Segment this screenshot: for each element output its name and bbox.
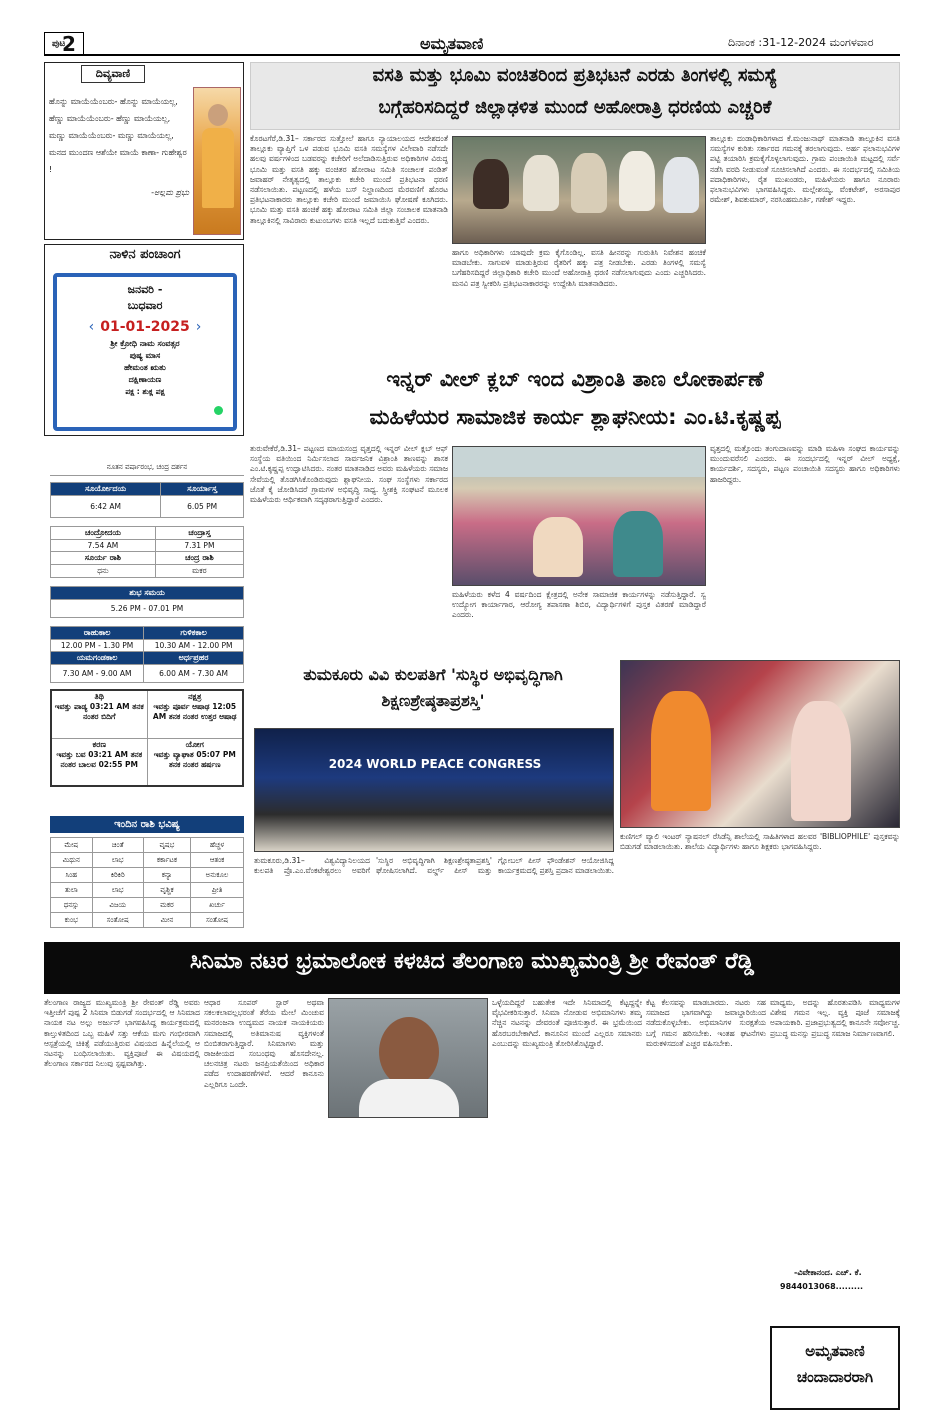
sunrashi-value: ಧನು: [51, 565, 156, 578]
rashi-row: [51, 868, 244, 883]
date-value: 01-01-2025: [100, 319, 190, 335]
story1-col2: ಹಾಗೂ ಅಧಿಕಾರಿಗಳು ಯಾವುದೇ ಕ್ರಮ ಕೈಗೊಂಡಿಲ್ಲ. ವಸತಿ ಹೀನರನ್ನು ಗುರುತಿಸಿ ನಿವೇಶನ ಹಂಚಿಕೆ ಮಾಡಬೇಕು. ಸಾಗುವಳಿ ಮಾಡುತ್ತಿರುವ ರೈತರಿಗೆ ಹಕ್ಕು ಪತ್ರ ನೀಡಬೇಕು. ಎರಡು ತಿಂಗಳಲ್ಲಿ ಸಮಸ್ಯೆ ಬಗೆಹರಿಸದಿದ್ದರೆ ಜಿಲ್ಲಾಧಿಕಾರಿ ಕಚೇರಿ ಮುಂದೆ ಅಹೋರಾತ್ರಿ ಧರಣಿ ನಡೆಸಲಾಗುವುದು ಎಂದು ಎಚ್ಚರಿಸಿದರು. ಮನವಿ ಪತ್ರ ಸ್ವೀಕರಿಸಿ ಪ್ರತಿಭಟನಾಕಾರರನ್ನು ಉದ್ದೇಶಿಸಿ ಮಾತನಾಡಿದರು.: [452, 248, 706, 288]
karana-value: ಇವತ್ತು ಬವ 03:21 AM ತನಕ ನಂತರ ಬಾಲವ 02:55 PM: [56, 749, 143, 769]
yoga-value: ಇವತ್ತು ವ್ಯಾಘಾತ 05:07 PM ತನಕ ನಂತರ ಹರ್ಷಣ: [153, 749, 236, 769]
subscribe-box[interactable]: [770, 1326, 900, 1410]
saint-portrait: [193, 87, 241, 235]
sunrashi-label: ಸೂರ್ಯ ರಾಶಿ: [51, 552, 156, 565]
rashi-table: [50, 837, 244, 928]
rashi-prediction: ಕಿರಿಕಿರಿ: [92, 868, 143, 883]
tithi-value: ಇವತ್ತು ಪಾಡ್ಯ 03:21 AM ತನಕ ನಂತರ ಬಿದಿಗೆ: [54, 702, 144, 721]
nakshatra-cell: [147, 690, 243, 738]
story5-photo: [328, 998, 488, 1118]
story2-headline-2: ಮಹಿಳೆಯರ ಸಾಮಾಜಿಕ ಕಾರ್ಯ ಶ್ಲಾಘನೀಯ: ಎಂ.ಟಿ.ಕೃಷ್ಣಪ್ಪ: [369, 405, 781, 429]
ardha-value: 6.00 AM - 7.30 AM: [144, 665, 244, 683]
story3-photo: [254, 728, 614, 852]
rashi-prediction: ಸಂತೋಷ: [191, 913, 244, 928]
sunrise-label: ಸೂರ್ಯೋದಯ: [51, 483, 161, 496]
story5-col3: ಒಳ್ಳೆಯದಿದ್ದರೆ ಬಹುತೇಕ ಇದೇ ಸಿನಿಮಾದಲ್ಲಿ ಕೆಟ್ಟದ್ದನ್ನೇ ವೈಭವೀಕರಿಸುತ್ತಾರೆ. ಸಿನಿಮಾ ನೋಡುವ ಅಭಿಮಾನಿಗಳು ತಮ್ಮ ನೆಚ್ಚಿನ ನಟನನ್ನು ದೇವರಂತೆ ಪೂಜಿಸುತ್ತಾರೆ. ಈ ಭ್ರಮೆಯಿಂದ ಹೊರಬರಬೇಕಾಗಿದೆ. ಕಾನೂನಿನ ಮುಂದೆ ಎಲ್ಲರೂ ಸಮಾನರು ಎಂಬುದನ್ನು ಮುಖ್ಯಮಂತ್ರಿ ತೋರಿಸಿಕೊಟ್ಟಿದ್ದಾರೆ.: [492, 998, 642, 1048]
story4-caption: ಕುಣಿಗಲ್ ವ್ಯಾಲಿ ಇಂಟರ್ ನ್ಯಾಷನಲ್ ರೆಸಿಡೆನ್ಸಿ ಶಾಲೆಯಲ್ಲಿ ಸಾಹಿತಿಗಳಾದ ಹಲವರ 'BIBLIOPHILE' ಪುಸ್ತಕವನ್ನು ಬಿಡುಗಡೆ ಮಾಡಲಾಯಿತು. ಶಾಲೆಯ ವಿದ್ಯಾರ್ಥಿಗಳು ಹಾಗೂ ಶಿಕ್ಷಕರು ಭಾಗವಹಿಸಿದ್ದರು.: [620, 832, 900, 852]
tithi-cell: [51, 690, 147, 738]
rashi-prediction: ಲಾಭ: [92, 883, 143, 898]
story3-text: ತುಮಕೂರು,ಡಿ.31– ವಿಶ್ವವಿದ್ಯಾನಿಲಯದ ಕುಲಪತಿ ಪ್ರೊ.ಎಂ.ವೆಂಕಟೇಶ್ವರಲು ಅವರಿಗೆ 'ಸುಸ್ಥಿರ ಅಭಿವೃದ್ಧಿಗಾಗಿ ಶಿಕ್ಷಣಶ್ರೇಷ್ಠತಾಪ್ರಶಸ್ತಿ' ಘೋಷಿಸಲಾಗಿದೆ. ವರ್ಲ್ಡ್ ಪೀಸ್ ಮತ್ತು ಗ್ಲೋಬಲ್ ಪೀಸ್ ಫೌಂಡೇಶನ್ ಆಯೋಜಿಸಿದ್ದ ಕಾರ್ಯಕ್ರಮದಲ್ಲಿ ಪ್ರಶಸ್ತಿ ಪ್ರದಾನ ಮಾಡಲಾಯಿತು.: [254, 856, 614, 876]
verse-line: ಮನದ ಮುಂದಣ ಆಶೆಯೇ ಮಾಯೆ ಕಾಣಾ- ಗುಹೇಶ್ವರ !: [49, 148, 187, 174]
story3-headline: ತುಮಕೂರು ವಿವಿ ಕುಲಪತಿಗೆ 'ಸುಸ್ಥಿರ ಅಭಿವೃದ್ಧಿಗಾಗಿ ಶಿಕ್ಷಣಶ್ರೇಷ್ಠತಾಪ್ರಶಸ್ತಿ': [303, 665, 563, 710]
calendar-date: [57, 319, 233, 335]
ritu: ಹೇಮಂತ ಋತು: [124, 363, 166, 372]
rashi-sign: ಕನ್ಯಾ: [143, 868, 190, 883]
moonrashi-label: ಚಂದ್ರ ರಾಶಿ: [155, 552, 243, 565]
divine-title: ದಿವ್ಯವಾಣಿ: [81, 65, 145, 83]
nakshatra-value: ಇವತ್ತು ಪೂರ್ವ ಆಷಾಢ 12:05 AM ತನಕ ನಂತರ ಉತ್ತರ ಆಷಾಢ: [152, 702, 237, 721]
story5-phone: 9844013068.........: [780, 1282, 864, 1291]
rashi-sign: ಸಿಂಹ: [51, 868, 93, 883]
divine-verse: [49, 93, 189, 201]
shubha-value: 5.26 PM - 07.01 PM: [51, 600, 244, 618]
story2-col3: ವೃತ್ತದಲ್ಲಿ ಮತ್ತೊಂದು ತಂಗುದಾಣವನ್ನು ಮಾಡಿ ಮಹಿಳಾ ಸಂಘದ ಕಾರ್ಯವನ್ನು ಮುಂದುವರೆಸಲಿ ಎಂದರು. ಈ ಸಂದರ್ಭದಲ್ಲಿ ಇನ್ನರ್ ವೀಲ್ ಅಧ್ಯಕ್ಷೆ, ಕಾರ್ಯದರ್ಶಿ, ಸದಸ್ಯರು, ಪಟ್ಟಣ ಪಂಚಾಯಿತಿ ಸದಸ್ಯರು ಹಾಗೂ ಅಧಿಕಾರಿಗಳು ಹಾಜರಿದ್ದರು.: [710, 444, 900, 484]
rashi-row: [51, 838, 244, 853]
almanac-table: [50, 460, 244, 787]
story1-photo: [452, 136, 706, 244]
rashi-row: [51, 883, 244, 898]
panchanga-box: [44, 244, 244, 436]
panchanga-title: ನಾಳಿನ ಪಂಚಾಂಗ: [109, 247, 181, 262]
rashi-prediction: ಆತಂಕ: [191, 853, 244, 868]
story4-photo: [620, 660, 900, 828]
story5-col5: ಮಾಧ್ಯಮ, ಅದನ್ನು ಹೊರತುಪಡಿಸಿ ಮಾಧ್ಯಮಗಳ ವಿಶೇಷ ಗಮನ ಇಲ್ಲ. ವ್ಯಕ್ತಿ ಪೂಜೆ ಸಮಾಜಕ್ಕೆ ಅಪಾಯಕಾರಿ. ಪ್ರಜಾಪ್ರಭುತ್ವದಲ್ಲಿ ಕಾನೂನೇ ಸರ್ವೋಚ್ಚ. ಪ್ರಬುದ್ಧ ಮನಸ್ಸು ಪ್ರಬುದ್ಧ ಸಮಾಜ ನಿರ್ಮಾಣವಾಗಲಿ.: [770, 998, 900, 1038]
calendar-weekday: ಬುಧವಾರ: [127, 299, 163, 312]
story2-col1: ತುರುವೇಕೆರೆ,ಡಿ.31– ಪಟ್ಟಣದ ಮಾಯಸಂದ್ರ ವೃತ್ತದಲ್ಲಿ ಇನ್ನರ್ ವೀಲ್ ಕ್ಲಬ್ ಆಫ್ ಸಂಸ್ಥೆಯ ವತಿಯಿಂದ ನಿರ್ಮಿಸಲಾದ ಸಾರ್ವಜನಿಕ ವಿಶ್ರಾಂತಿ ತಾಣವನ್ನು ಶಾಸಕ ಎಂ.ಟಿ.ಕೃಷ್ಣಪ್ಪ ಉದ್ಘಾಟಿಸಿದರು. ನಂತರ ಮಾತನಾಡಿದ ಅವರು ಮಹಿಳೆಯರು ಸಮಾಜ ಸೇವೆಯಲ್ಲಿ ತೊಡಗಿಸಿಕೊಂಡಿರುವುದು ಶ್ಲಾಘನೀಯ. ಸಂಘ ಸಂಸ್ಥೆಗಳು ಸರ್ಕಾರದ ಜೊತೆ ಕೈ ಜೋಡಿಸಿದರೆ ಗ್ರಾಮಗಳ ಅಭಿವೃದ್ಧಿ ಸಾಧ್ಯ. ಸ್ತ್ರೀಶಕ್ತಿ ಸಂಘಟನೆ ಮೂಲಕ ಮಹಿಳೆಯರು ಆರ್ಥಿಕವಾಗಿ ಸದೃಢರಾಗುತ್ತಿದ್ದಾರೆ ಎಂದರು.: [250, 444, 448, 505]
story3-banner: 2024 WORLD PEACE CONGRESS: [328, 757, 542, 771]
sunset-label: ಸೂರ್ಯಾಸ್ತ: [161, 483, 244, 496]
paksha: ಪಕ್ಷ : ಶುಕ್ಲ ಪಕ್ಷ: [125, 387, 165, 396]
verse-author: -ಅಲ್ಲಮ ಪ್ರಭು: [151, 188, 189, 197]
story1-col3: ತಾಲ್ಲೂಕು ದಂಡಾಧಿಕಾರಿಗಳಾದ ಕೆ.ಮಂಜುನಾಥ್ ಮಾತನಾಡಿ ತಾಲ್ಲೂಕಿನ ವಸತಿ ಸಮಸ್ಯೆಗಳ ಕುರಿತು ಸರ್ಕಾರದ ಗಮನಕ್ಕೆ ತರಲಾಗುವುದು. ಅರ್ಹ ಫಲಾನುಭವಿಗಳ ಪಟ್ಟಿ ತಯಾರಿಸಿ ಕ್ರಮಕೈಗೊಳ್ಳಲಾಗುವುದು. ಗ್ರಾಮ ಪಂಚಾಯಿತಿ ಮಟ್ಟದಲ್ಲಿ ಸರ್ವೆ ನಡೆಸಿ ವರದಿ ನೀಡುವಂತೆ ಸೂಚಿಸಲಾಗಿದೆ ಎಂದರು. ಈ ಸಂದರ್ಭದಲ್ಲಿ ಸಮಿತಿಯ ಪದಾಧಿಕಾರಿಗಳು, ರೈತ ಮುಖಂಡರು, ಮಹಿಳೆಯರು ಹಾಗೂ ನೂರಾರು ಫಲಾನುಭವಿಗಳು ಭಾಗವಹಿಸಿದ್ದರು. ಮಲ್ಲೇಶಯ್ಯ, ವೆಂಕಟೇಶ್, ಅರಸಾಪುರ ರಮೇಶ್, ಶಿವಕುಮಾರ್, ನರಸಿಂಹಮೂರ್ತಿ, ಗಣೇಶ್ ಇದ್ದರು.: [710, 134, 900, 205]
moonset-label: ಚಂದ್ರಾಸ್ತ: [155, 527, 243, 540]
almanac-top: ನೂತನ ವರ್ಷಾರಂಭ, ಚಂದ್ರ ದರ್ಶನ: [50, 460, 244, 476]
tithi-label: ತಿಥಿ: [94, 692, 104, 701]
rashi-sign: ಮಿಥುನ: [51, 853, 93, 868]
story5-headline: ಸಿನಿಮಾ ನಟರ ಭ್ರಮಾಲೋಕ ಕಳಚಿದ ತೆಲಂಗಾಣ ಮುಖ್ಯಮಂತ್ರಿ ಶ್ರೀ ರೇವಂತ್ ರೆಡ್ಡಿ: [189, 949, 755, 974]
verse-line: ಮಣ್ಣು ಮಾಯೆಯೆಂಬರು- ಮಣ್ಣು ಮಾಯೆಯಲ್ಲ,: [49, 131, 174, 140]
story1-headline-1: ವಸತಿ ಮತ್ತು ಭೂಮಿ ವಂಚಿತರಿಂದ ಪ್ರತಿಭಟನೆ ಎರಡು ತಿಂಗಳಲ್ಲಿ ಸಮಸ್ಯೆ: [372, 65, 778, 86]
karana-label: ಕರಣ: [92, 739, 106, 749]
calendar-month: ಜನವರಿ -: [127, 283, 163, 296]
story2-photo: [452, 446, 706, 586]
masa: ಪುಷ್ಯ ಮಾಸ: [129, 351, 161, 360]
rashi-title: ಇಂದಿನ ರಾಶಿ ಭವಿಷ್ಯ: [50, 816, 244, 833]
rashi-row: [51, 913, 244, 928]
rashi-prediction: ಚಿಂತೆ: [92, 838, 143, 853]
story2-headline-1: ಇನ್ನರ್ ವೀಲ್ ಕ್ಲಬ್ ಇಂದ ವಿಶ್ರಾಂತಿ ತಾಣ ಲೋಕಾರ್ಪಣೆ: [386, 367, 764, 391]
whatsapp-icon: [214, 406, 223, 415]
paper-name: ಅಮೃತವಾಣಿ: [420, 34, 484, 53]
story1-col1: ಕೊರಟಗೆರೆ,ಡಿ.31– ಸರ್ಕಾರದ ಸುತ್ತೋಲೆ ಹಾಗೂ ನ್ಯಾಯಾಲಯದ ಆದೇಶದಂತೆ ತಾಲ್ಲೂಕು ವ್ಯಾಪ್ತಿಗೆ ಒಳ ಪಡುವ ಭೂಮಿ ವಸತಿ ಸಮಸ್ಯೆಗಳ ವಿಲೇವಾರಿ ನಡೆಸದೇ ಹಲವು ವರ್ಷಗಳಿಂದ ಬಡವರನ್ನು ಕಚೇರಿಗೆ ಅಲೆದಾಡಿಸುತ್ತಿರುವ ಅಧಿಕಾರಿಗಳ ವಿರುದ್ಧ ಭೂಮಿ ಮತ್ತು ವಸತಿ ಹಕ್ಕು ವಂಚಿತರ ಹೋರಾಟ ಸಮಿತಿ ಸಂಚಾಲಕ ಪಂಡಿತ್ ಜವಾಹರ್ ನೇತೃತ್ವದಲ್ಲಿ ತಾಲ್ಲೂಕು ಕಚೇರಿ ಮುಂದೆ ಪ್ರತಿಭಟನಾ ಧರಣಿ ನಡೆಸಲಾಯಿತು. ಪಟ್ಟಣದಲ್ಲಿ ಹಳೆಯ ಬಸ್ ನಿಲ್ದಾಣದಿಂದ ಮೆರವಣಿಗೆ ಹೊರಟ ಪ್ರತಿಭಟನಾಕಾರರು ತಾಲ್ಲೂಕು ಕಚೇರಿ ಮುಂದೆ ಜಮಾಯಿಸಿ ಘೋಷಣೆ ಕೂಗಿದರು. ಭೂಮಿ ಮತ್ತು ವಸತಿ ಹಂಚಿಕೆ ಹಕ್ಕು ಹೋರಾಟ ಸಮಿತಿ ಜಿಲ್ಲಾ ಸಂಚಾಲಕ ಮಾತನಾಡಿ ತಾಲ್ಲೂಕಿನಲ್ಲಿ ಸಾವಿರಾರು ಕುಟುಂಬಗಳು ವಸತಿ ಇಲ್ಲದೆ ಬದುಕುತ್ತಿವೆ ಎಂದರು.: [250, 134, 448, 225]
story5-col2: ಆಧಾರ ಸೂಪರ್ ಸ್ಟಾರ್ ಅಥವಾ ಸಕಲಕಲಾವಲ್ಲಭರಂತೆ ತೆರೆಯ ಮೇಲೆ ಮಿಂಚುವ ಮನರಂಜನಾ ಉದ್ಯಮದ ನಾಯಕ ನಾಯಕಿಯರು ಸಮಾಜದಲ್ಲಿ ಅತಿಮಾನುಷ ವ್ಯಕ್ತಿಗಳಂತೆ ಬಿಂಬಿತರಾಗುತ್ತಿದ್ದಾರೆ. ಸಿನಿಮಾಗಳು ಮತ್ತು ರಾಜಕೀಯದ ಸಂಬಂಧವು ಹೊಸದೇನಲ್ಲ. ಚಲನಚಿತ್ರ ನಟರು ಜನಪ್ರಿಯತೆಯಿಂದ ಅಧಿಕಾರ ಪಡೆದ ಉದಾಹರಣೆಗಳಿವೆ. ಆದರೆ ಕಾನೂನು ಎಲ್ಲರಿಗೂ ಒಂದೇ.: [204, 998, 324, 1089]
rashi-row: [51, 898, 244, 913]
moonrise-label: ಚಂದ್ರೋದಯ: [51, 527, 156, 540]
sunset-value: 6.05 PM: [161, 496, 244, 518]
moonset-value: 7.31 PM: [155, 540, 243, 552]
gulika-value: 10.30 AM - 12.00 PM: [144, 640, 244, 652]
rashi-sign: ವೃಶ್ಚಿಕ: [143, 883, 190, 898]
rashi-prediction: ವಿಜಯ: [92, 898, 143, 913]
moon-table: [50, 526, 244, 578]
rashi-prediction: ಸಂತೋಷ: [92, 913, 143, 928]
shubha-label: ಶುಭ ಸಮಯ: [51, 587, 244, 600]
ardha-label: ಅರ್ಧಪ್ರಹರ: [144, 652, 244, 665]
rashi-sign: ತುಲಾ: [51, 883, 93, 898]
rashi-prediction: ಲಾಭ: [92, 853, 143, 868]
story1-headline-2: ಬಗ್ಗೆಹರಿಸದಿದ್ದರೆ ಜಿಲ್ಲಾಢಳಿತ ಮುಂದೆ ಅಹೋರಾತ್ರಿ ಧರಣಿಯ ಎಚ್ಚರಿಕೆ: [378, 97, 772, 118]
rashi-sign: ಮೇಷ: [51, 838, 93, 853]
rashi-sign: ಮಕರ: [143, 898, 190, 913]
rashi-prediction: ಅನುಕೂಲ: [191, 868, 244, 883]
yoga-cell: [147, 738, 243, 786]
rashi-sign: ಕರ್ಕಾಟಕ: [143, 853, 190, 868]
moonrise-value: 7.54 AM: [51, 540, 156, 552]
rashi-row: [51, 853, 244, 868]
chevron-left-icon[interactable]: ‹: [88, 319, 95, 335]
story2-col2: ಮಹಿಳೆಯರು ಕಳೆದ 4 ವರ್ಷದಿಂದ ಕ್ಷೇತ್ರದಲ್ಲಿ ಅನೇಕ ಸಾಮಾಜಿಕ ಕಾರ್ಯಗಳನ್ನು ನಡೆಸುತ್ತಿದ್ದಾರೆ. ಸ್ವ ಉದ್ಯೋಗ ಕಾರ್ಯಾಗಾರ, ಆರೋಗ್ಯ ತಪಾಸಣಾ ಶಿಬಿರ, ವಿದ್ಯಾರ್ಥಿಗಳಿಗೆ ಪುಸ್ತಕ ವಿತರಣೆ ಮಾಡಿದ್ದಾರೆ ಎಂದರು.: [452, 590, 706, 620]
kala-table: [50, 626, 244, 683]
subscribe-title: ಅಮೃತವಾಣಿ: [805, 1342, 865, 1360]
samvatsara: ಶ್ರೀ ಕ್ರೋಧಿ ನಾಮ ಸಂವತ್ಸರ: [110, 339, 180, 348]
rahu-label: ರಾಹುಕಾಲ: [51, 627, 144, 640]
divine-box: [44, 62, 244, 240]
verse-line: ಹೆಣ್ಣು ಮಾಯೆಯೆಂಬರು- ಹೆಣ್ಣು ಮಾಯೆಯಲ್ಲ,: [49, 114, 171, 123]
story5-author: -ವಿವೇಕಾನಂದ. ಎಚ್. ಕೆ.: [794, 1268, 862, 1277]
rashi-sign: ಧನಸ್ಸು: [51, 898, 93, 913]
nakshatra-label: ನಕ್ಷತ್ರ: [188, 692, 202, 701]
yoga-label: ಯೋಗ: [185, 739, 204, 749]
rashi-sign: ಕುಂಭ: [51, 913, 93, 928]
moonrashi-value: ಮಕರ: [155, 565, 243, 578]
subscribe-subtitle: ಚಂದಾದಾರರಾಗಿ: [796, 1368, 874, 1386]
issue-date: ದಿನಾಂಕ :31-12-2024 ಮಂಗಳವಾರ: [728, 36, 874, 49]
karana-cell: [51, 738, 147, 786]
rashi-sign: ವೃಷಭ: [143, 838, 190, 853]
story5-col4: ಕೆಟ್ಟ ಕೆಲಸವನ್ನು ಮಾಡಬಾರದು. ನಟರು ಸಹ ಸಮಾಜದ ಭಾಗವಾಗಿದ್ದು ಜವಾಬ್ದಾರಿಯಿಂದ ನಡೆದುಕೊಳ್ಳಬೇಕು. ಅಭಿಮಾನಿಗಳ ಸುರಕ್ಷತೆಯ ಬಗ್ಗೆ ಗಮನ ಹರಿಸಬೇಕು. ಇಂತಹ ಘಟನೆಗಳು ಮರುಕಳಿಸದಂತೆ ಎಚ್ಚರ ವಹಿಸಬೇಕು.: [646, 998, 766, 1048]
shubha-table: [50, 586, 244, 618]
sun-table: [50, 482, 244, 518]
ayana: ದಕ್ಷಿಣಾಯಣ: [128, 375, 162, 384]
story5-col1: ತೆಲಂಗಾಣ ರಾಜ್ಯದ ಮುಖ್ಯಮಂತ್ರಿ ಶ್ರೀ ರೇವಂತ್ ರೆಡ್ಡಿ ಅವರು ಇತ್ತೀಚೆಗೆ ಪುಷ್ಪ 2 ಸಿನಿಮಾ ಬಿಡುಗಡೆ ಸಂದರ್ಭದಲ್ಲಿ ಆ ಸಿನಿಮಾದ ನಾಯಕ ನಟ ಅಲ್ಲು ಅರ್ಜುನ್ ಭಾಗವಹಿಸಿದ್ದ ಕಾರ್ಯಕ್ರಮದಲ್ಲಿ ಕಾಲ್ತುಳಿತದಿಂದ ಒಬ್ಬ ಮಹಿಳೆ ಸತ್ತು ಆಕೆಯ ಮಗು ಗಂಭೀರವಾಗಿ ಆಸ್ಪತ್ರೆಯಲ್ಲಿ ಚಿಕಿತ್ಸೆ ಪಡೆಯುತ್ತಿರುವ ವಿಷಯದ ಹಿನ್ನೆಲೆಯಲ್ಲಿ ಆ ನಟನನ್ನು ಬಂಧಿಸಲಾಯಿತು. ವ್ಯಕ್ತಿಪೂಜೆ ಈ ವಿಷಯದಲ್ಲಿ ತೆಲಂಗಾಣ ಸರ್ಕಾರದ ನಿಲುವು ಸ್ಪಷ್ಟವಾಗಿತ್ತು.: [44, 998, 200, 1069]
rashi-prediction: ಖರ್ಚು: [191, 898, 244, 913]
rashi-prediction: ಪ್ರೀತಿ: [191, 883, 244, 898]
rashi-sign: ಮೀನ: [143, 913, 190, 928]
page-prefix: ಪುಟ: [52, 38, 66, 49]
page-number-box: [44, 32, 84, 56]
chevron-right-icon[interactable]: ›: [195, 319, 202, 335]
yama-label: ಯಮಗಂಡಕಾಲ: [51, 652, 144, 665]
verse-line: ಹೊನ್ನು ಮಾಯೆಯೆಂಬರು- ಹೊನ್ನು ಮಾಯೆಯಲ್ಲ,: [49, 97, 178, 106]
tithi-table: [50, 689, 244, 787]
sunrise-value: 6:42 AM: [51, 496, 161, 518]
rashi-box: [50, 816, 244, 936]
gulika-label: ಗುಳಿಕಕಾಲ: [144, 627, 244, 640]
page-number: 2: [62, 32, 76, 56]
rahu-value: 12.00 PM - 1.30 PM: [51, 640, 144, 652]
calendar-card: [53, 273, 237, 431]
rashi-prediction: ಹೆಚ್ಚಳ: [191, 838, 244, 853]
yama-value: 7.30 AM - 9.00 AM: [51, 665, 144, 683]
